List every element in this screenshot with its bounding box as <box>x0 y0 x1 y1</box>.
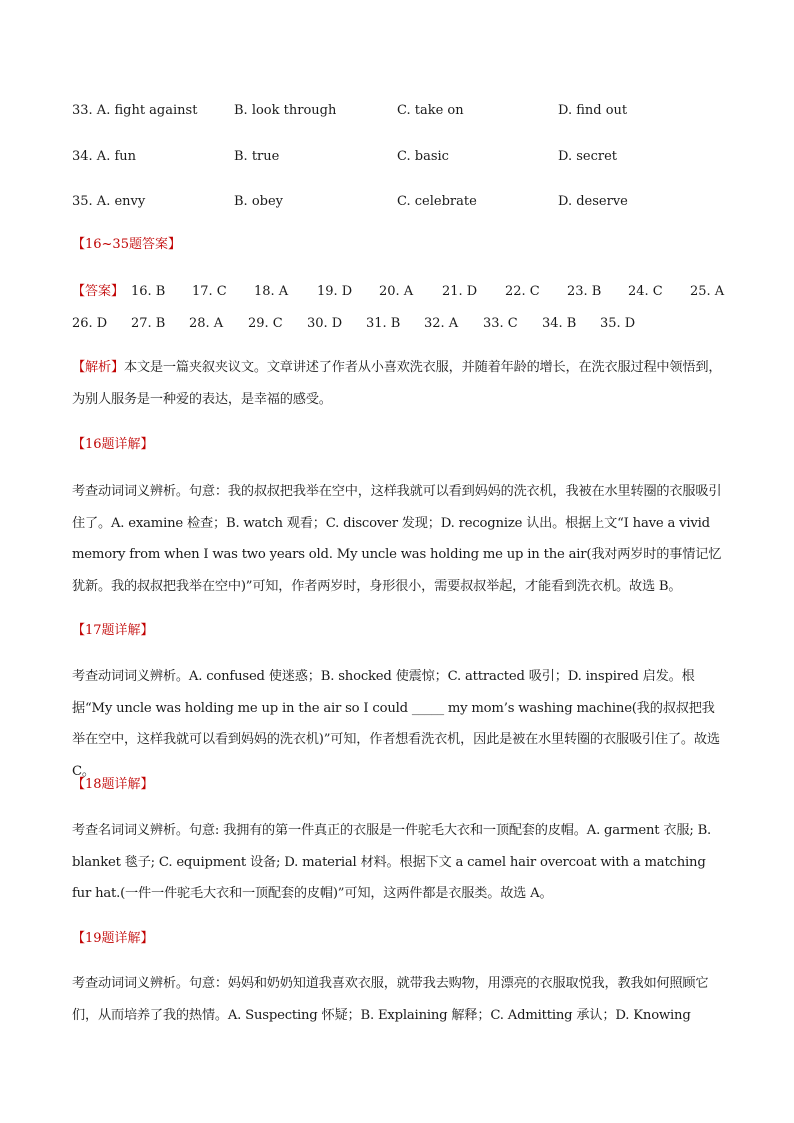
option-34-d: D. secret <box>558 149 618 164</box>
q17-header: 【17题详解】 <box>72 623 154 638</box>
answer-item: 26. D <box>72 316 108 331</box>
option-35-a: 35. A. envy <box>72 194 146 209</box>
q17-explanation: 考查动词词义辨析。A. confused 使迷惑；B. shocked 使震惊；C. attracted 吸引；D. inspired 启发。根据“My uncle was holding me up in the air so I could _____ my mom’s washing machine(我的叔叔把我举在空中，这样我就可以看到妈妈的洗衣机)”可知，作者想看洗衣机，因此是被在水里转圈的衣服吸引住了。故选 C。 <box>72 669 720 779</box>
answer-item: 21. D <box>442 284 478 299</box>
answer-item: 22. C <box>505 284 540 299</box>
option-35-b: B. obey <box>234 194 284 209</box>
answer-item: 16. B <box>131 284 166 299</box>
option-33-b: B. look through <box>234 103 337 118</box>
option-33-c: C. take on <box>397 103 464 118</box>
q18-header: 【18题详解】 <box>72 777 154 792</box>
answer-item: 27. B <box>131 316 166 331</box>
answer-item: 23. B <box>567 284 602 299</box>
answer-item: 35. D <box>600 316 636 331</box>
q18-explanation: 考查名词词义辨析。句意: 我拥有的第一件真正的衣服是一件驼毛大衣和一顶配套的皮帽。A. garment 衣服; B. blanket 毯子; C. equipment 设备; D. material 材料。根据下文 a camel hair overcoat with a matching fur hat.(一件一件驼毛大衣和一顶配套的皮帽)”可知，这两件都是衣服类。故选 A。 <box>72 823 712 901</box>
answer-item: 25. A <box>690 284 725 299</box>
answer-item: 17. C <box>192 284 227 299</box>
option-35-c: C. celebrate <box>397 194 477 209</box>
answer-item: 31. B <box>366 316 401 331</box>
option-35-d: D. deserve <box>558 194 628 209</box>
answer-item: 20. A <box>379 284 414 299</box>
option-34-a: 34. A. fun <box>72 149 137 164</box>
answer-item: 34. B <box>542 316 577 331</box>
answer-item: 28. A <box>189 316 224 331</box>
analysis-text: 本文是一篇夹叙夹议文。文章讲述了作者从小喜欢洗衣服，并随着年龄的增长，在洗衣服过程中领悟到，为别人服务是一种爱的表达，是幸福的感受。 <box>72 360 722 407</box>
answer-item: 30. D <box>307 316 343 331</box>
analysis-label: 【解析】 <box>72 360 124 375</box>
answers-header: 【16~35题答案】 <box>72 237 181 252</box>
option-34-b: B. true <box>234 149 280 164</box>
answer-item: 33. C <box>483 316 518 331</box>
answer-item: 18. A <box>254 284 289 299</box>
answer-item: 32. A <box>424 316 459 331</box>
option-33-d: D. find out <box>558 103 628 118</box>
answer-item: 19. D <box>317 284 353 299</box>
q16-explanation: 考查动词词义辨析。句意：我的叔叔把我举在空中，这样我就可以看到妈妈的洗衣机，我被在水里转圈的衣服吸引住了。A. examine 检查；B. watch 观看；C. discover 发现；D. recognize 认出。根据上文“I have a vivid memory from when I was two years old. My uncle was holding me up in the air(我对两岁时的事情记忆犹新。我的叔叔把我举在空中)”可知，作者两岁时，身形很小，需要叔叔举起，才能看到洗衣机。故选 B。 <box>72 484 722 594</box>
answer-item: 29. C <box>248 316 283 331</box>
answers-label: 【答案】 <box>72 284 125 299</box>
q19-header: 【19题详解】 <box>72 931 154 946</box>
q16-header: 【16题详解】 <box>72 437 154 452</box>
answer-item: 24. C <box>628 284 663 299</box>
option-34-c: C. basic <box>397 149 449 164</box>
analysis-paragraph <box>72 352 724 415</box>
q19-explanation: 考查动词词义辨析。句意：妈妈和奶奶知道我喜欢衣服，就带我去购物，用漂亮的衣服取悦我，教我如何照顾它们，从而培养了我的热情。A. Suspecting 怀疑；B. Explaining 解释；C. Admitting 承认；D. Knowing <box>72 976 709 1023</box>
option-33-a: 33. A. fight against <box>72 103 198 118</box>
